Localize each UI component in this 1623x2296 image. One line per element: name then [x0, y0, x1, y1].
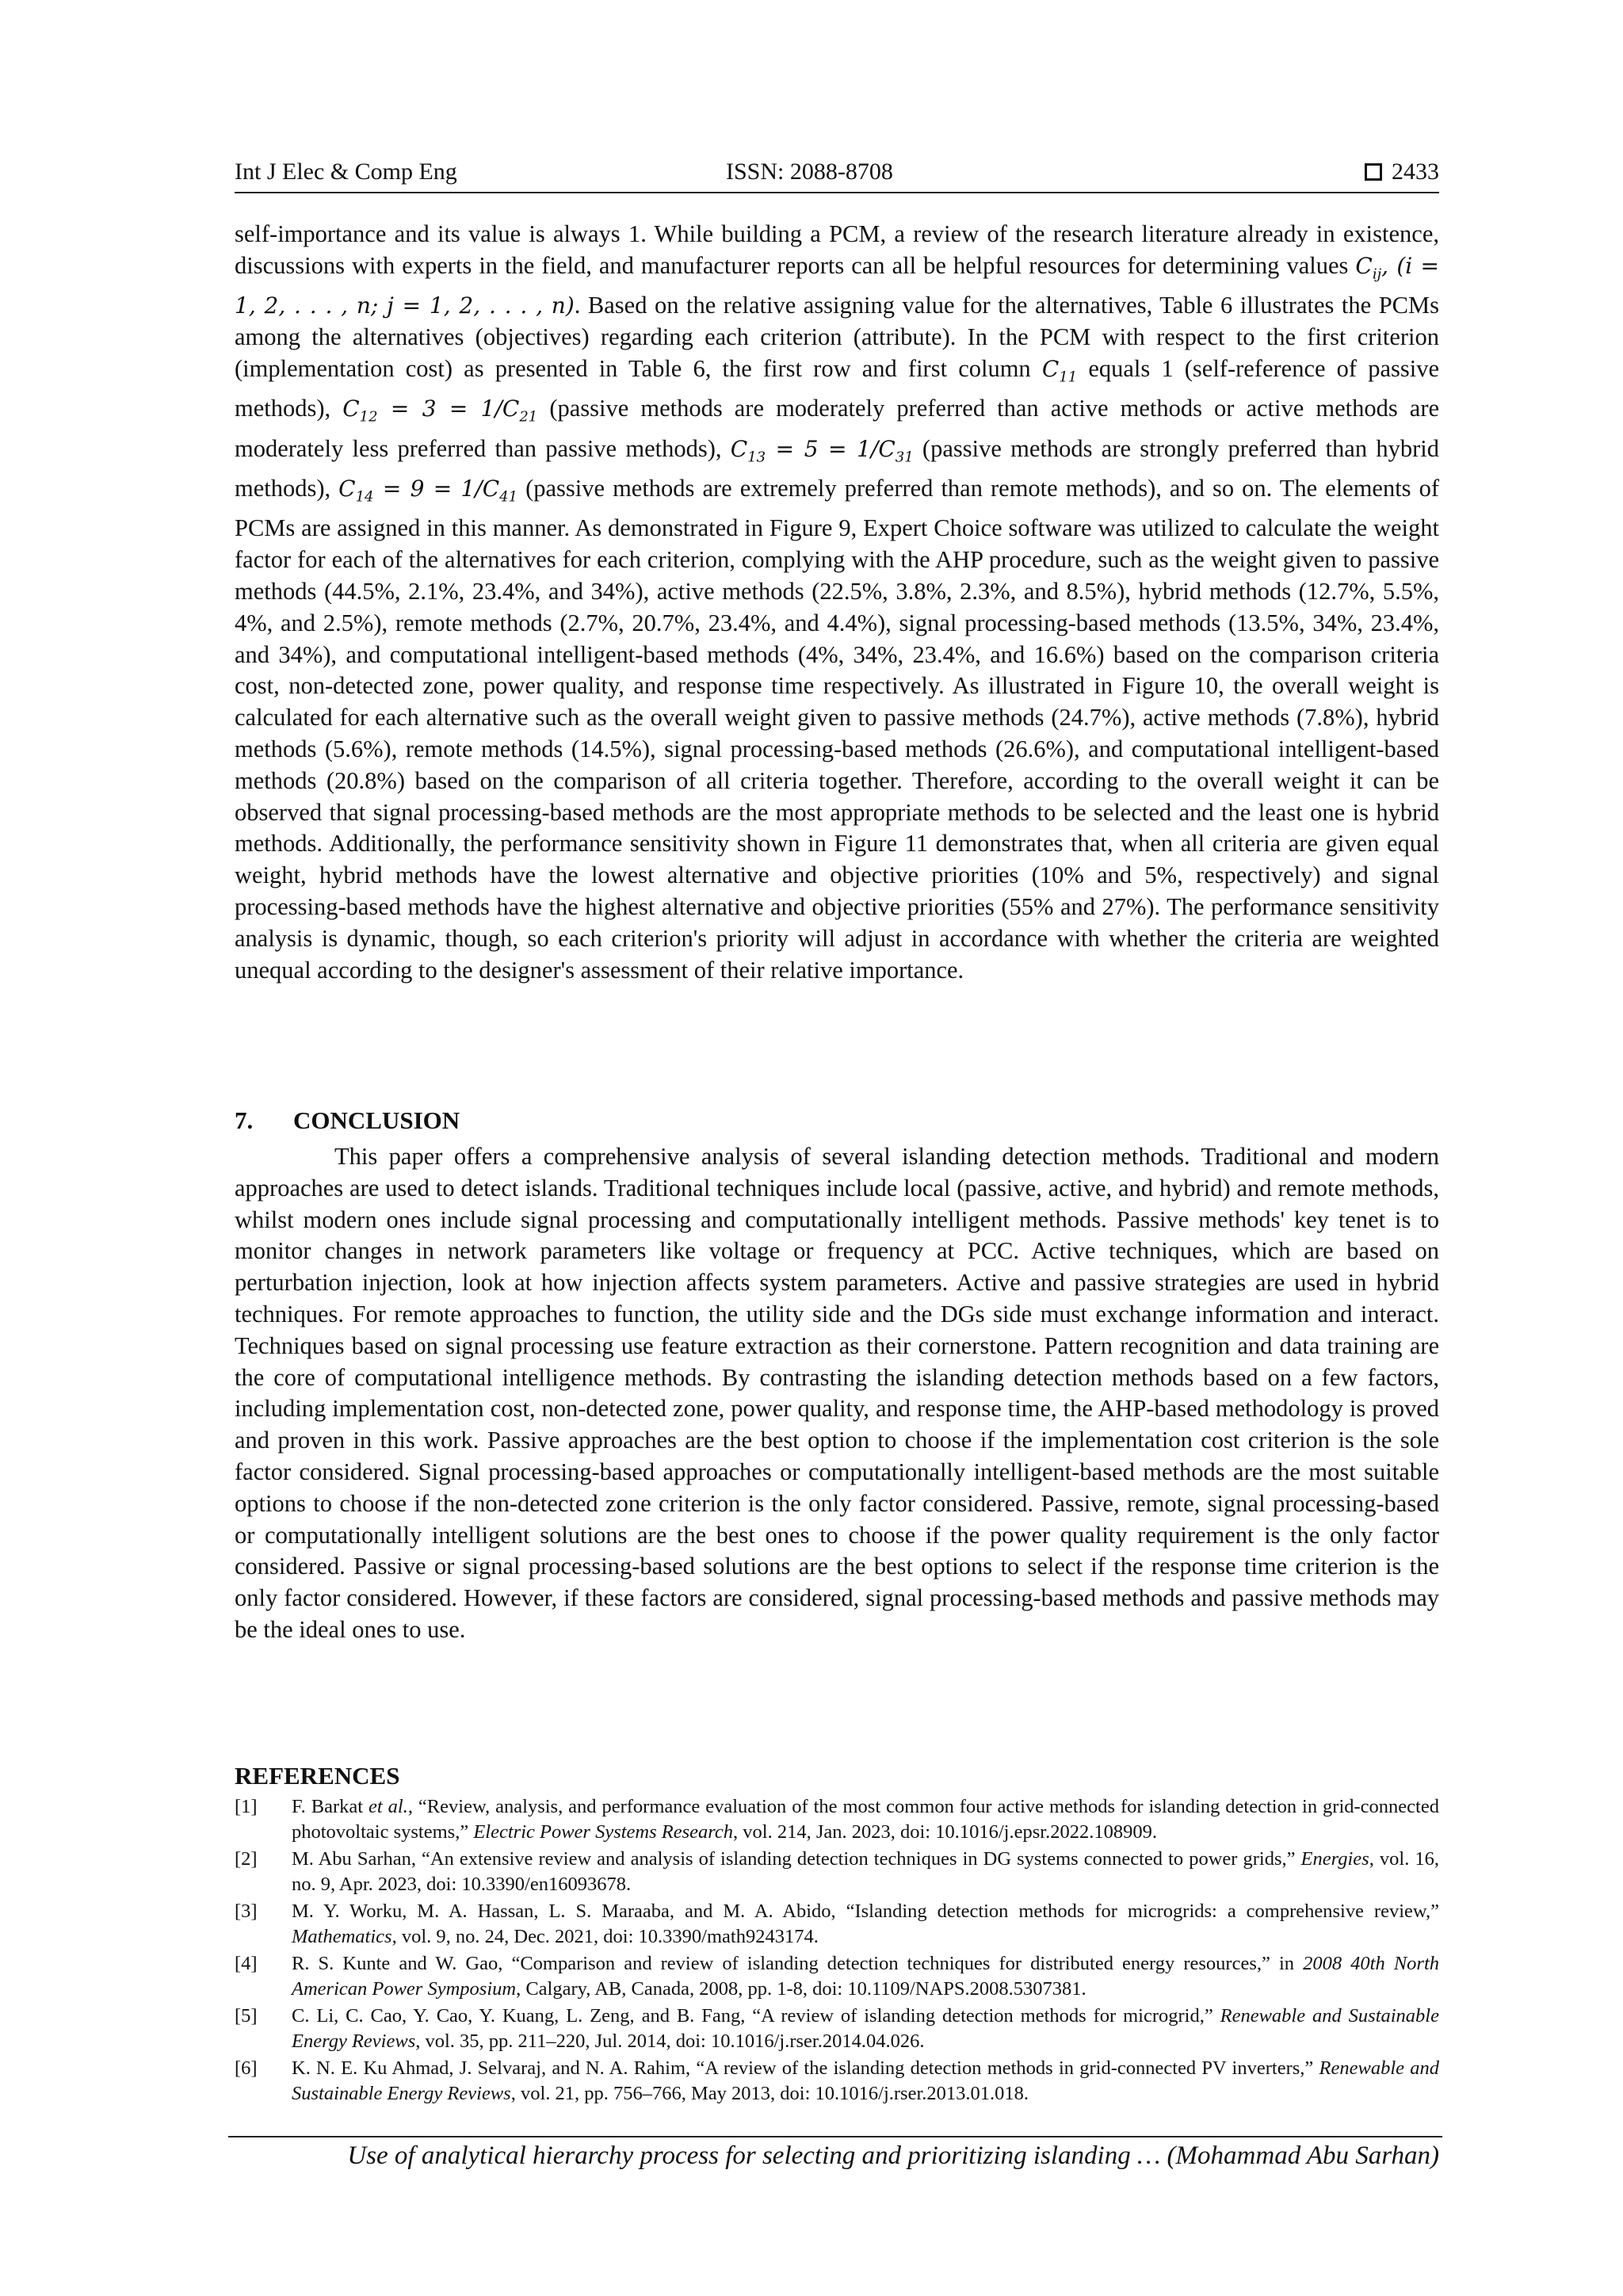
reference-item: [235, 2056, 1439, 2106]
page-number: 2433: [1392, 159, 1439, 185]
reference-item: [235, 1899, 1439, 1949]
reference-item: [235, 2004, 1439, 2053]
journal-name: Int J Elec & Comp Eng: [235, 159, 457, 185]
reference-text: M. Abu Sarhan, “An extensive review and analysis of islanding detection techniques in DG systems connected to power grids,” Energies, vol. 16, no. 9, Apr. 2023, doi: 10.3390/en16093678.: [292, 1848, 1439, 1895]
reference-text: F. Barkat et al., “Review, analysis, and performance evaluation of the most common four active methods for islanding detection in grid-connected photovoltaic systems,” Electric Power Systems Research, vol. 214, Jan. 2023, doi: 10.1016/j.epsr.2022.108909.: [292, 1796, 1439, 1843]
footer-rule: [228, 2136, 1442, 2137]
reference-item: [235, 1794, 1439, 1844]
reference-text: K. N. E. Ku Ahmad, J. Selvaraj, and N. A. Rahim, “A review of the islanding detection methods in grid-connected PV inverters,” Renewable and Sustainable Energy Reviews, vol. 21, pp. 756–766, May 2013, doi: 10.1016/j.rser.2013.01.018.: [292, 2057, 1439, 2104]
text-run: (passive methods are strongly preferred than hybrid methods),: [235, 434, 1439, 502]
text-run: (passive methods are moderately preferred than active methods or active methods are moderately less preferred than passive methods),: [235, 395, 1440, 462]
section-title: CONCLUSION: [293, 1106, 460, 1134]
reference-number: [2]: [235, 1848, 258, 1870]
math-c-13: $C_{13} = 5 = 1/C_{31}$: [730, 435, 914, 466]
math-c-11: $C_{11}$: [1041, 355, 1078, 386]
reference-number: [5]: [235, 2005, 258, 2027]
references-list: [235, 1794, 1439, 2108]
math-c-ij: $C_{ij}$, (i = 1, 2, . . . , n; j = 1, 2, . . . , n): [235, 252, 1439, 319]
text-run: self-importance and its value is always 1. While building a PCM, a review of the research literature already in existence, discussions with experts in the field, and manufacturer reports can all be helpful resources for determining values: [235, 220, 1439, 279]
running-footer: Use of analytical hierarchy process for selecting and prioritizing islanding … (Mohammad Abu Sarhan): [347, 2141, 1439, 2170]
reference-number: [4]: [235, 1953, 258, 1974]
references-heading: REFERENCES: [235, 1762, 400, 1790]
reference-text: M. Y. Worku, M. A. Hassan, L. S. Maraaba, and M. A. Abido, “Islanding detection methods for microgrids: a comprehensive review,” Mathematics, vol. 9, no. 24, Dec. 2021, doi: 10.3390/math9243174.: [292, 1901, 1439, 1947]
reference-number: [3]: [235, 1901, 258, 1922]
conclusion-paragraph: This paper offers a comprehensive analysis of several islanding detection methods. Traditional and modern approaches are used to detect islands. Traditional techniques include local (passive, active, and hybrid) and remote methods, whilst modern ones include signal processing and computationally intelligent methods. Passive methods' key tenet is to monitor changes in network parameters like voltage or frequency at PCC. Active techniques, which are based on perturbation injection, look at how injection affects system parameters. Active and passive strategies are used in hybrid techniques. For remote approaches to function, the utility side and the DGs side must exchange information and interact. Techniques based on signal processing use feature extraction as their cornerstone. Pattern recognition and data training are the core of computational intelligence methods. By contrasting the islanding detection methods based on a few factors, including implementation cost, non-detected zone, power quality, and response time, the AHP-based methodology is proved and proven in this work. Passive approaches are the best option to choose if the implementation cost criterion is the sole factor considered. Signal processing-based approaches or computationally intelligent-based methods are the most suitable options to choose if the non-detected zone criterion is the only factor considered. Passive, remote, signal processing-based or computationally intelligent solutions are the best ones to choose if the power quality requirement is the only factor considered. Passive or signal processing-based solutions are the best options to select if the response time criterion is the only factor considered. However, if these factors are considered, signal processing-based methods and passive methods may be the ideal ones to use.: [235, 1143, 1439, 1643]
text-run: . Based on the relative assigning value for the alternatives, Table 6 illustrates the PCMs among the alternatives (objectives) regarding each criterion (attribute). In the PCM with respect to the first criterion (implementation cost) as presented in Table 6, the first row and first column: [235, 292, 1439, 382]
section-heading: [235, 1106, 460, 1135]
math-c-12: $C_{12} = 3 = 1/C_{21}$: [342, 395, 538, 426]
math-c-14: $C_{14} = 9 = 1/C_{41}$: [338, 475, 518, 506]
text-run: equals 1 (self-reference of passive methods),: [235, 354, 1440, 422]
page-header: [235, 159, 1439, 193]
results-paragraph: [235, 219, 1439, 986]
reference-item: [235, 1951, 1439, 2001]
section-number: 7.: [235, 1106, 254, 1134]
reference-text: C. Li, C. Cao, Y. Cao, Y. Kuang, L. Zeng, and B. Fang, “A review of islanding detection methods for microgrid,” Renewable and Sustainable Energy Reviews, vol. 35, pp. 211–220, Jul. 2014, doi: 10.1016/j.rser.2014.04.026.: [292, 2005, 1439, 2052]
page-box-icon: [1365, 163, 1382, 181]
reference-number: [6]: [235, 2057, 258, 2079]
issn: ISSN: 2088-8708: [726, 159, 893, 185]
reference-number: [1]: [235, 1796, 258, 1817]
reference-item: [235, 1847, 1439, 1897]
reference-text: R. S. Kunte and W. Gao, “Comparison and review of islanding detection techniques for distributed energy resources,” in 2008 40th North American Power Symposium, Calgary, AB, Canada, 2008, pp. 1-8, doi: 10.1109/NAPS.2008.5307381.: [292, 1953, 1439, 2000]
text-run: (passive methods are extremely preferred than remote methods), and so on. The elements of PCMs are assigned in this manner. As demonstrated in Figure 9, Expert Choice software was utilized to calculate the weight factor for each of the alternatives for each criterion, complying with the AHP procedure, such as the weight given to passive methods (44.5%, 2.1%, 23.4%, and 34%), active methods (22.5%, 3.8%, 2.3%, and 8.5%), hybrid methods (12.7%, 5.5%, 4%, and 2.5%), remote methods (2.7%, 20.7%, 23.4%, and 4.4%), signal processing-based methods (13.5%, 34%, 23.4%, and 34%), and computational intelligent-based methods (4%, 34%, 23.4%, and 16.6%) based on the comparison criteria cost, non-detected zone, power quality, and response time respectively. As illustrated in Figure 10, the overall weight is calculated for each alternative such as the overall weight given to passive methods (24.7%), active methods (7.8%), hybrid methods (5.6%), remote methods (14.5%), signal processing-based methods (26.6%), and computational intelligent-based methods (20.8%) based on the comparison of all criteria together. Therefore, according to the overall weight it can be observed that signal processing-based methods are the most appropriate methods to be selected and the least one is hybrid methods. Additionally, the performance sensitivity shown in Figure 11 demonstrates that, when all criteria are given equal weight, hybrid methods have the lowest alternative and objective priorities (10% and 5%, respectively) and signal processing-based methods have the highest alternative and objective priorities (55% and 27%). The performance sensitivity analysis is dynamic, though, so each criterion's priority will adjust in accordance with whether the criteria are weighted unequal according to the designer's assessment of their relative importance.: [235, 474, 1439, 984]
